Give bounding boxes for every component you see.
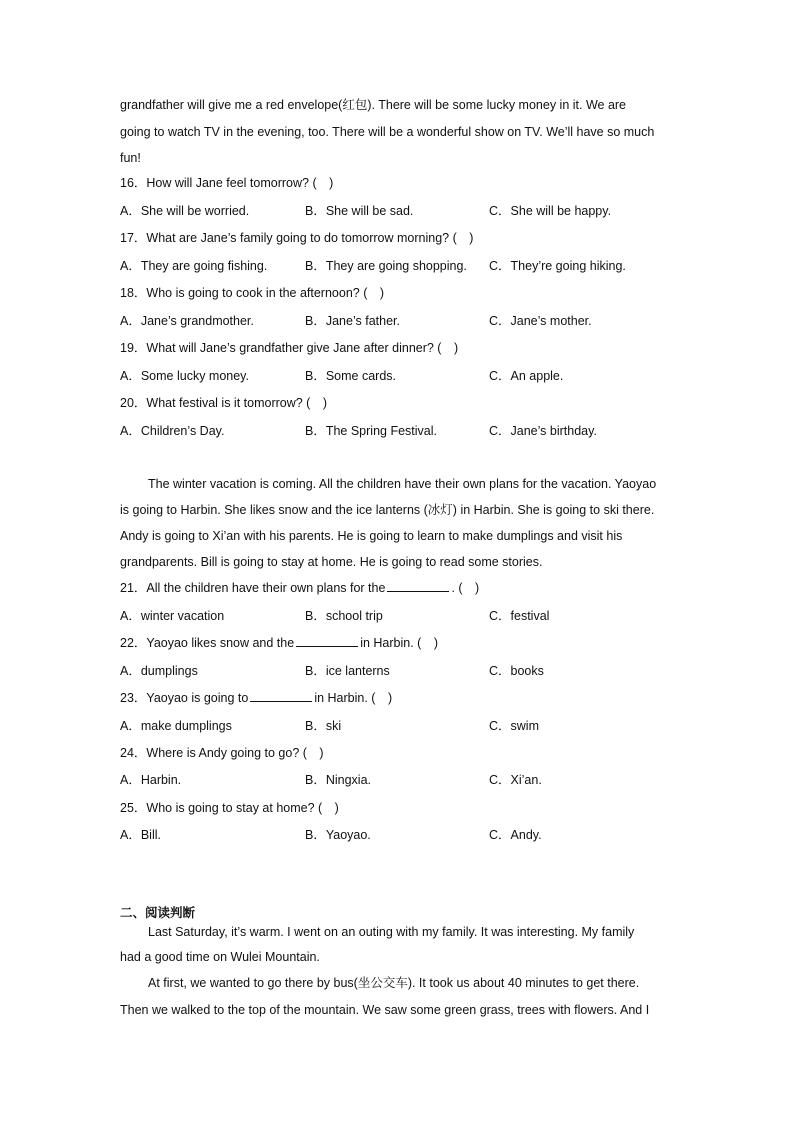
passage-line: going to watch TV in the evening, too. There will be a wonderful show on TV. We’ll have so much — [120, 125, 655, 139]
question-text: . ( ) — [451, 581, 480, 595]
option-c: C．An apple. — [489, 369, 564, 383]
option-c: C．She will be happy. — [489, 204, 612, 218]
question-text: in Harbin. ( ) — [360, 636, 438, 650]
option-c: C．They’re going hiking. — [489, 259, 626, 273]
option-c: C．Xi’an. — [489, 773, 542, 787]
passage-line: Then we walked to the top of the mountain. We saw some green grass, trees with flowers. And I — [120, 1003, 650, 1017]
option-b: B．ski — [305, 719, 342, 733]
passage-line: The winter vacation is coming. All the children have their own plans for the vacation. Yaoyao — [148, 477, 657, 491]
option-c: C．swim — [489, 719, 539, 733]
option-a: A．They are going fishing. — [120, 259, 268, 273]
question-21 — [120, 580, 680, 596]
option-c: C．Jane’s mother. — [489, 314, 592, 328]
passage-line: fun! — [120, 151, 141, 165]
question-23 — [120, 690, 680, 706]
option-a: A．Harbin. — [120, 773, 182, 787]
option-a: A．dumplings — [120, 664, 198, 678]
passage-line: grandfather will give me a red envelope(红包). There will be some lucky money in it. We are — [120, 98, 627, 112]
option-a: A．Some lucky money. — [120, 369, 249, 383]
question-22 — [120, 635, 680, 651]
option-c: C．Andy. — [489, 828, 542, 842]
passage-line: Last Saturday, it’s warm. I went on an outing with my family. It was interesting. My family — [148, 925, 635, 939]
option-b: B．school trip — [305, 609, 383, 623]
question-24: 24．Where is Andy going to go? ( ) — [120, 746, 324, 760]
passage-line: At first, we wanted to go there by bus(坐公交车). It took us about 40 minutes to get there. — [148, 976, 640, 990]
passage-line: is going to Harbin. She likes snow and the ice lanterns (冰灯) in Harbin. She is going to ski there. — [120, 503, 655, 517]
option-b: B．Ningxia. — [305, 773, 371, 787]
option-a: A．She will be worried. — [120, 204, 250, 218]
question-16: 16．How will Jane feel tomorrow? ( ) — [120, 176, 334, 190]
question-18: 18．Who is going to cook in the afternoon? ( ) — [120, 286, 385, 300]
passage-line: had a good time on Wulei Mountain. — [120, 950, 320, 964]
option-a: A．winter vacation — [120, 609, 225, 623]
option-c: C．Jane’s birthday. — [489, 424, 597, 438]
option-a: A．Jane’s grandmother. — [120, 314, 254, 328]
option-b: B．They are going shopping. — [305, 259, 467, 273]
question-text: 22．Yaoyao likes snow and the — [120, 636, 295, 650]
question-20: 20．What festival is it tomorrow? ( ) — [120, 396, 327, 410]
option-a: A．make dumplings — [120, 719, 232, 733]
question-text: in Harbin. ( ) — [314, 691, 393, 705]
question-text: 21．All the children have their own plans for the — [120, 581, 386, 595]
option-b: B．She will be sad. — [305, 204, 414, 218]
answer-blank — [387, 580, 449, 592]
option-c: C．books — [489, 664, 544, 678]
answer-blank — [250, 690, 312, 702]
option-b: B．ice lanterns — [305, 664, 390, 678]
section-title: 二、阅读判断 — [120, 906, 196, 920]
question-25: 25．Who is going to stay at home? ( ) — [120, 801, 339, 815]
option-c: C．festival — [489, 609, 550, 623]
option-a: A．Bill. — [120, 828, 161, 842]
option-b: B．Jane’s father. — [305, 314, 400, 328]
question-text: 23．Yaoyao is going to — [120, 691, 249, 705]
question-19: 19．What will Jane’s grandfather give Jane after dinner? ( ) — [120, 341, 459, 355]
option-b: B．The Spring Festival. — [305, 424, 437, 438]
option-b: B．Yaoyao. — [305, 828, 371, 842]
option-b: B．Some cards. — [305, 369, 397, 383]
passage-line: grandparents. Bill is going to stay at home. He is going to read some stories. — [120, 555, 543, 569]
passage-line: Andy is going to Xi’an with his parents. He is going to learn to make dumplings and visit his — [120, 529, 623, 543]
option-a: A．Children’s Day. — [120, 424, 225, 438]
answer-blank — [296, 635, 358, 647]
question-17: 17．What are Jane’s family going to do tomorrow morning? ( ) — [120, 231, 474, 245]
